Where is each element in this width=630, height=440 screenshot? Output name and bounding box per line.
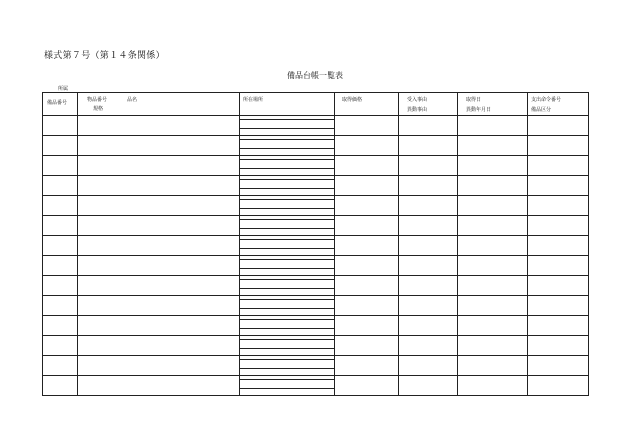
cell-location bbox=[240, 296, 335, 316]
cell-location bbox=[240, 276, 335, 296]
cell-asset-no bbox=[43, 236, 78, 256]
cell-acq-price bbox=[335, 336, 399, 356]
cell-date bbox=[458, 276, 528, 296]
table-row bbox=[43, 376, 589, 396]
header-item-name-label: 品名 bbox=[127, 97, 138, 103]
header-asset-no-label: 備品番号 bbox=[47, 100, 68, 106]
cell-asset-no bbox=[43, 336, 78, 356]
header-acq-date-label: 取得日 bbox=[466, 97, 482, 103]
cell-item bbox=[78, 216, 240, 236]
header-reason bbox=[399, 93, 458, 116]
header-spec-label: 規格 bbox=[93, 106, 104, 112]
cell-date bbox=[458, 116, 528, 136]
cell-item bbox=[78, 116, 240, 136]
header-payment bbox=[528, 93, 589, 116]
cell-reason bbox=[399, 136, 458, 156]
table-row bbox=[43, 236, 589, 256]
cell-asset-no bbox=[43, 136, 78, 156]
cell-reason bbox=[399, 156, 458, 176]
cell-reason bbox=[399, 316, 458, 336]
cell-acq-price bbox=[335, 296, 399, 316]
table-row bbox=[43, 296, 589, 316]
cell-reason bbox=[399, 376, 458, 396]
cell-date bbox=[458, 356, 528, 376]
cell-item bbox=[78, 336, 240, 356]
location-subfield bbox=[239, 259, 335, 269]
cell-location bbox=[240, 336, 335, 356]
header-item-no-label: 物品番号 bbox=[87, 97, 108, 103]
cell-acq-price bbox=[335, 376, 399, 396]
table-row bbox=[43, 356, 589, 376]
location-subfield bbox=[239, 139, 335, 149]
cell-date bbox=[458, 236, 528, 256]
header-category-label: 備品区分 bbox=[531, 107, 552, 113]
cell-reason bbox=[399, 276, 458, 296]
header-acq-price-label: 取得価格 bbox=[342, 97, 363, 103]
header-item bbox=[78, 93, 240, 116]
cell-location bbox=[240, 176, 335, 196]
cell-payment bbox=[528, 256, 589, 276]
cell-acq-price bbox=[335, 236, 399, 256]
cell-payment bbox=[528, 156, 589, 176]
location-subfield bbox=[239, 299, 335, 309]
cell-acq-price bbox=[335, 136, 399, 156]
cell-payment bbox=[528, 236, 589, 256]
cell-location bbox=[240, 356, 335, 376]
department-label: 所属 bbox=[58, 86, 69, 92]
cell-asset-no bbox=[43, 356, 78, 376]
location-subfield bbox=[239, 199, 335, 209]
cell-location bbox=[240, 216, 335, 236]
table-row bbox=[43, 276, 589, 296]
cell-date bbox=[458, 216, 528, 236]
cell-payment bbox=[528, 216, 589, 236]
cell-location bbox=[240, 156, 335, 176]
cell-payment bbox=[528, 316, 589, 336]
cell-acq-price bbox=[335, 216, 399, 236]
location-subfield bbox=[239, 359, 335, 369]
cell-payment bbox=[528, 376, 589, 396]
cell-acq-price bbox=[335, 316, 399, 336]
cell-payment bbox=[528, 336, 589, 356]
cell-acq-price bbox=[335, 356, 399, 376]
cell-date bbox=[458, 296, 528, 316]
document-title: 備品台帳一覧表 bbox=[287, 71, 343, 80]
cell-payment bbox=[528, 116, 589, 136]
cell-asset-no bbox=[43, 316, 78, 336]
cell-item bbox=[78, 196, 240, 216]
location-subfield bbox=[239, 379, 335, 389]
header-asset-no bbox=[43, 93, 78, 116]
cell-payment bbox=[528, 196, 589, 216]
cell-item bbox=[78, 176, 240, 196]
cell-reason bbox=[399, 196, 458, 216]
cell-asset-no bbox=[43, 256, 78, 276]
cell-payment bbox=[528, 296, 589, 316]
table-row bbox=[43, 196, 589, 216]
cell-location bbox=[240, 256, 335, 276]
location-subfield bbox=[239, 319, 335, 329]
cell-item bbox=[78, 256, 240, 276]
table-row bbox=[43, 256, 589, 276]
cell-location bbox=[240, 376, 335, 396]
cell-reason bbox=[399, 216, 458, 236]
cell-acq-price bbox=[335, 276, 399, 296]
cell-location bbox=[240, 136, 335, 156]
header-receipt-reason-label: 受入事由 bbox=[407, 97, 428, 103]
cell-reason bbox=[399, 336, 458, 356]
cell-reason bbox=[399, 116, 458, 136]
cell-acq-price bbox=[335, 196, 399, 216]
location-subfield bbox=[239, 179, 335, 189]
cell-payment bbox=[528, 356, 589, 376]
cell-reason bbox=[399, 296, 458, 316]
cell-asset-no bbox=[43, 176, 78, 196]
cell-reason bbox=[399, 236, 458, 256]
cell-item bbox=[78, 276, 240, 296]
location-subfield bbox=[239, 159, 335, 169]
cell-location bbox=[240, 236, 335, 256]
cell-acq-price bbox=[335, 156, 399, 176]
table-row bbox=[43, 116, 589, 136]
cell-asset-no bbox=[43, 376, 78, 396]
cell-payment bbox=[528, 176, 589, 196]
header-location bbox=[240, 93, 335, 116]
cell-payment bbox=[528, 276, 589, 296]
cell-date bbox=[458, 156, 528, 176]
cell-item bbox=[78, 356, 240, 376]
cell-location bbox=[240, 116, 335, 136]
header-acq-price bbox=[335, 93, 399, 116]
asset-ledger-table bbox=[42, 92, 589, 396]
cell-asset-no bbox=[43, 156, 78, 176]
table-row bbox=[43, 156, 589, 176]
cell-item bbox=[78, 316, 240, 336]
cell-date bbox=[458, 176, 528, 196]
cell-date bbox=[458, 336, 528, 356]
table-row bbox=[43, 316, 589, 336]
cell-item bbox=[78, 376, 240, 396]
table-row bbox=[43, 176, 589, 196]
cell-acq-price bbox=[335, 176, 399, 196]
table-row bbox=[43, 216, 589, 236]
cell-asset-no bbox=[43, 116, 78, 136]
cell-item bbox=[78, 136, 240, 156]
cell-location bbox=[240, 196, 335, 216]
header-disposal-reason-label: 異動事由 bbox=[407, 107, 428, 113]
table-row bbox=[43, 136, 589, 156]
cell-date bbox=[458, 256, 528, 276]
cell-payment bbox=[528, 136, 589, 156]
header-row bbox=[43, 93, 589, 116]
cell-date bbox=[458, 376, 528, 396]
cell-reason bbox=[399, 176, 458, 196]
cell-reason bbox=[399, 256, 458, 276]
header-location-label: 所在場所 bbox=[243, 97, 264, 103]
location-subfield bbox=[239, 279, 335, 289]
cell-asset-no bbox=[43, 296, 78, 316]
header-payment-no-label: 支出命令番号 bbox=[531, 97, 562, 103]
cell-date bbox=[458, 316, 528, 336]
cell-acq-price bbox=[335, 116, 399, 136]
cell-asset-no bbox=[43, 196, 78, 216]
form-number-label: 様式第７号（第１４条関係） bbox=[44, 51, 165, 61]
cell-item bbox=[78, 296, 240, 316]
table-row bbox=[43, 336, 589, 356]
cell-date bbox=[458, 136, 528, 156]
cell-date bbox=[458, 196, 528, 216]
header-date bbox=[458, 93, 528, 116]
cell-item bbox=[78, 236, 240, 256]
location-subfield bbox=[239, 119, 335, 129]
location-subfield bbox=[239, 339, 335, 349]
location-subfield bbox=[239, 219, 335, 229]
cell-location bbox=[240, 316, 335, 336]
cell-item bbox=[78, 156, 240, 176]
cell-acq-price bbox=[335, 256, 399, 276]
cell-asset-no bbox=[43, 276, 78, 296]
header-disposal-date-label: 異動年月日 bbox=[466, 107, 492, 113]
cell-reason bbox=[399, 356, 458, 376]
location-subfield bbox=[239, 239, 335, 249]
cell-asset-no bbox=[43, 216, 78, 236]
